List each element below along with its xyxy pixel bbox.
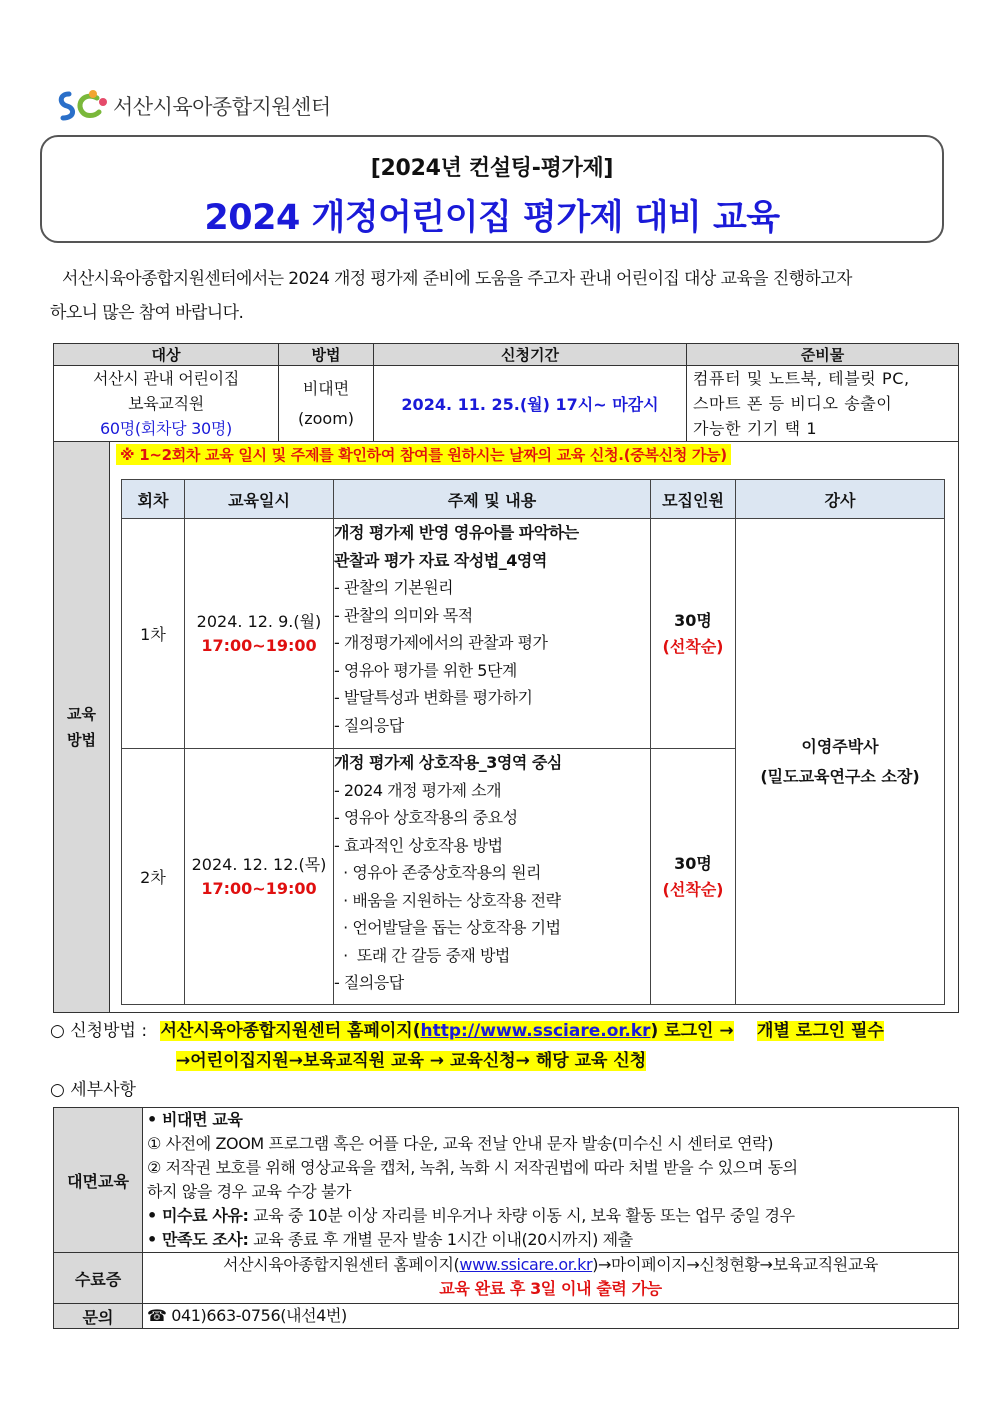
session-header-date: 교육일시 xyxy=(185,480,334,519)
session-1-round: 1차 xyxy=(122,519,185,749)
education-label-line-2: 방법 xyxy=(67,731,96,749)
details-label-certificate: 수료증 xyxy=(54,1253,143,1304)
details-certificate-content xyxy=(143,1253,959,1304)
session-2-round: 2차 xyxy=(122,749,185,1005)
method-line-1: 비대면 xyxy=(302,378,350,398)
summary-table xyxy=(53,343,959,442)
session-2-item: - 질의응답 xyxy=(334,973,404,992)
certificate-link[interactable]: www.ssicare.or.kr xyxy=(459,1255,593,1274)
apply-label: ○ 신청방법 : xyxy=(50,1021,148,1041)
instructor-affiliation: (밀도교육연구소 소장) xyxy=(760,766,920,786)
session-1-capacity-count: 30명 xyxy=(674,610,712,630)
details-row-education xyxy=(54,1108,959,1253)
intro-line-2: 하오니 많은 참여 바랍니다. xyxy=(50,303,244,323)
apply-link[interactable]: http://www.ssciare.or.kr xyxy=(420,1021,651,1041)
instructor xyxy=(736,519,945,1005)
session-header-instructor: 강사 xyxy=(736,480,945,519)
session-header-round: 회차 xyxy=(122,480,185,519)
session-1-date: 2024. 12. 9.(월) xyxy=(196,611,322,631)
session-2-topic xyxy=(334,749,651,1005)
intro-paragraph xyxy=(50,262,946,330)
summary-header-supplies: 준비물 xyxy=(687,344,959,366)
org-logo-icon xyxy=(55,88,111,124)
page-subtitle: [2024년 컨설팅-평가제] xyxy=(370,156,614,181)
summary-method xyxy=(279,366,374,442)
session-2-capacity-count: 30명 xyxy=(674,853,712,873)
education-label-line-1: 교육 xyxy=(67,705,96,723)
session-1-capacity xyxy=(651,519,736,749)
session-header-capacity: 모집인원 xyxy=(651,480,736,519)
session-header-row xyxy=(122,480,945,519)
session-1-topic-line-2: 관찰과 평가 자료 작성법_4영역 xyxy=(334,550,547,570)
apply-login-required: 개별 로그인 필수 xyxy=(757,1021,884,1041)
details-label-education: 대면교육 xyxy=(54,1108,143,1253)
details-bullet-survey-label: • 만족도 조사: xyxy=(147,1230,249,1249)
details-bullet-online: • 비대면 교육 xyxy=(147,1110,243,1129)
education-label xyxy=(54,442,110,1012)
details-bullet-incomplete-text: 교육 중 10분 이상 자리를 비우거나 차량 이동 시, 보육 활동 또는 업무 중일 경우 xyxy=(248,1206,795,1225)
supplies-line-2: 스마트 폰 등 비디오 송출이 xyxy=(693,394,893,413)
session-1-item: - 발달특성과 변화를 평가하기 xyxy=(334,688,533,707)
summary-header-period: 신청기간 xyxy=(374,344,687,366)
session-1-datetime xyxy=(185,519,334,749)
session-2-time: 17:00~19:00 xyxy=(201,878,317,898)
summary-target xyxy=(54,366,279,442)
title-box xyxy=(40,135,944,243)
details-item-2a: ② 저작권 보호를 위해 영상교육을 캡처, 녹취, 녹화 시 저작권법에 따라 처벌 받을 수 있으며 동의 xyxy=(147,1158,798,1177)
page-title: 2024 개정어린이집 평가제 대비 교육 xyxy=(204,198,780,238)
details-contact-phone: ☎ 041)663-0756(내선4번) xyxy=(143,1304,959,1329)
session-1-capacity-note: (선착순) xyxy=(662,636,724,656)
apply-line-2: →어린이집지원→보육교직원 교육 → 교육신청→ 해당 교육 신청 xyxy=(176,1051,647,1071)
instructor-name: 이영주박사 xyxy=(801,736,879,756)
details-item-1: ① 사전에 ZOOM 프로그램 혹은 어플 다운, 교육 전날 안내 문자 발송(미수신 시 센터로 연락) xyxy=(147,1134,774,1153)
session-2-datetime xyxy=(185,749,334,1005)
session-1-item: - 관찰의 의미와 목적 xyxy=(334,605,473,625)
certificate-line-2: 교육 완료 후 3일 이내 출력 가능 xyxy=(439,1279,662,1298)
apply-line-1-suffix: ) 로그인 → xyxy=(650,1021,734,1041)
intro-line-1: 서산시육아종합지원센터에서는 2024 개정 평가제 준비에 도움을 주고자 관내 어린이집 대상 교육을 진행하고자 xyxy=(62,269,852,289)
education-notice: ※ 1~2회차 교육 일시 및 주제를 확인하여 참여를 원하시는 날짜의 교육 신청.(중복신청 가능) xyxy=(116,444,731,465)
details-row-certificate xyxy=(54,1253,959,1304)
org-name: 서산시육아종합지원센터 xyxy=(113,95,331,119)
certificate-line-1 xyxy=(143,1253,958,1277)
apply-method xyxy=(50,1016,884,1076)
supplies-line-3: 가능한 기기 택 1 xyxy=(693,419,818,438)
session-2-date: 2024. 12. 12.(목) xyxy=(191,854,327,874)
session-header-topic: 주제 및 내용 xyxy=(334,480,651,519)
session-2-item: - 2024 개정 평가제 소개 xyxy=(334,780,502,800)
supplies-line-1: 컴퓨터 및 노트북, 테블릿 PC, xyxy=(693,369,910,388)
method-line-2: (zoom) xyxy=(297,408,355,428)
details-table xyxy=(53,1107,959,1329)
session-row-1 xyxy=(122,519,945,749)
session-2-item: · 영유아 존중상호작용의 원리 xyxy=(334,863,541,882)
details-bullet-survey-text: 교육 종료 후 개별 문자 발송 1시간 이내(20시까지) 제출 xyxy=(248,1230,633,1249)
apply-line-1 xyxy=(160,1021,733,1041)
session-2-capacity-note: (선착순) xyxy=(662,879,724,899)
org-logo xyxy=(55,88,331,124)
session-1-item: - 개정평가제에서의 관찰과 평가 xyxy=(334,633,548,652)
session-1-topic xyxy=(334,519,651,749)
summary-header-row xyxy=(54,344,959,366)
details-bullet-survey xyxy=(147,1228,958,1252)
summary-period: 2024. 11. 25.(월) 17시~ 마감시 xyxy=(374,366,687,442)
target-line-1: 서산시 관내 어린이집 xyxy=(93,369,239,388)
session-2-item: - 효과적인 상호작용 방법 xyxy=(334,835,503,855)
apply-line-1-prefix: 서산시육아종합지원센터 홈페이지( xyxy=(160,1021,421,1041)
details-bullet-incomplete xyxy=(147,1204,958,1228)
summary-header-method: 방법 xyxy=(279,344,374,366)
session-1-item: - 질의응답 xyxy=(334,715,404,735)
education-section xyxy=(53,441,959,1013)
session-2-item: - 영유아 상호작용의 중요성 xyxy=(334,808,518,827)
summary-row xyxy=(54,366,959,442)
session-1-topic-line-1: 개정 평가제 반영 영유아를 파악하는 xyxy=(334,523,579,542)
details-education-content xyxy=(143,1108,959,1253)
session-2-item: · 언어발달을 돕는 상호작용 기법 xyxy=(334,918,561,937)
details-label-contact: 문의 xyxy=(54,1304,143,1329)
details-heading: ○ 세부사항 xyxy=(50,1080,136,1100)
certificate-line-1-prefix: 서산시육아종합지원센터 홈페이지( xyxy=(223,1255,460,1274)
session-1-item: - 영유아 평가를 위한 5단계 xyxy=(334,660,517,680)
summary-supplies xyxy=(687,366,959,442)
session-2-topic-line-1: 개정 평가제 상호작용_3영역 중심 xyxy=(334,753,562,772)
certificate-line-1-suffix: )→마이페이지→신청현황→보육교직원교육 xyxy=(592,1255,878,1274)
details-row-contact xyxy=(54,1304,959,1329)
details-item-2b: 하지 않을 경우 교육 수강 불가 xyxy=(147,1182,352,1201)
session-1-time: 17:00~19:00 xyxy=(201,635,317,655)
session-2-item: · 또래 간 갈등 중재 방법 xyxy=(334,945,510,965)
session-2-capacity xyxy=(651,749,736,1005)
session-1-item: - 관찰의 기본원리 xyxy=(334,578,454,597)
target-line-2: 보육교직원 xyxy=(128,394,204,413)
session-2-item: · 배움을 지원하는 상호작용 전략 xyxy=(334,890,561,910)
target-line-3: 60명(회차당 30명) xyxy=(100,419,232,438)
session-table xyxy=(121,479,945,1005)
details-bullet-incomplete-label: • 미수료 사유: xyxy=(147,1206,249,1225)
summary-header-target: 대상 xyxy=(54,344,279,366)
